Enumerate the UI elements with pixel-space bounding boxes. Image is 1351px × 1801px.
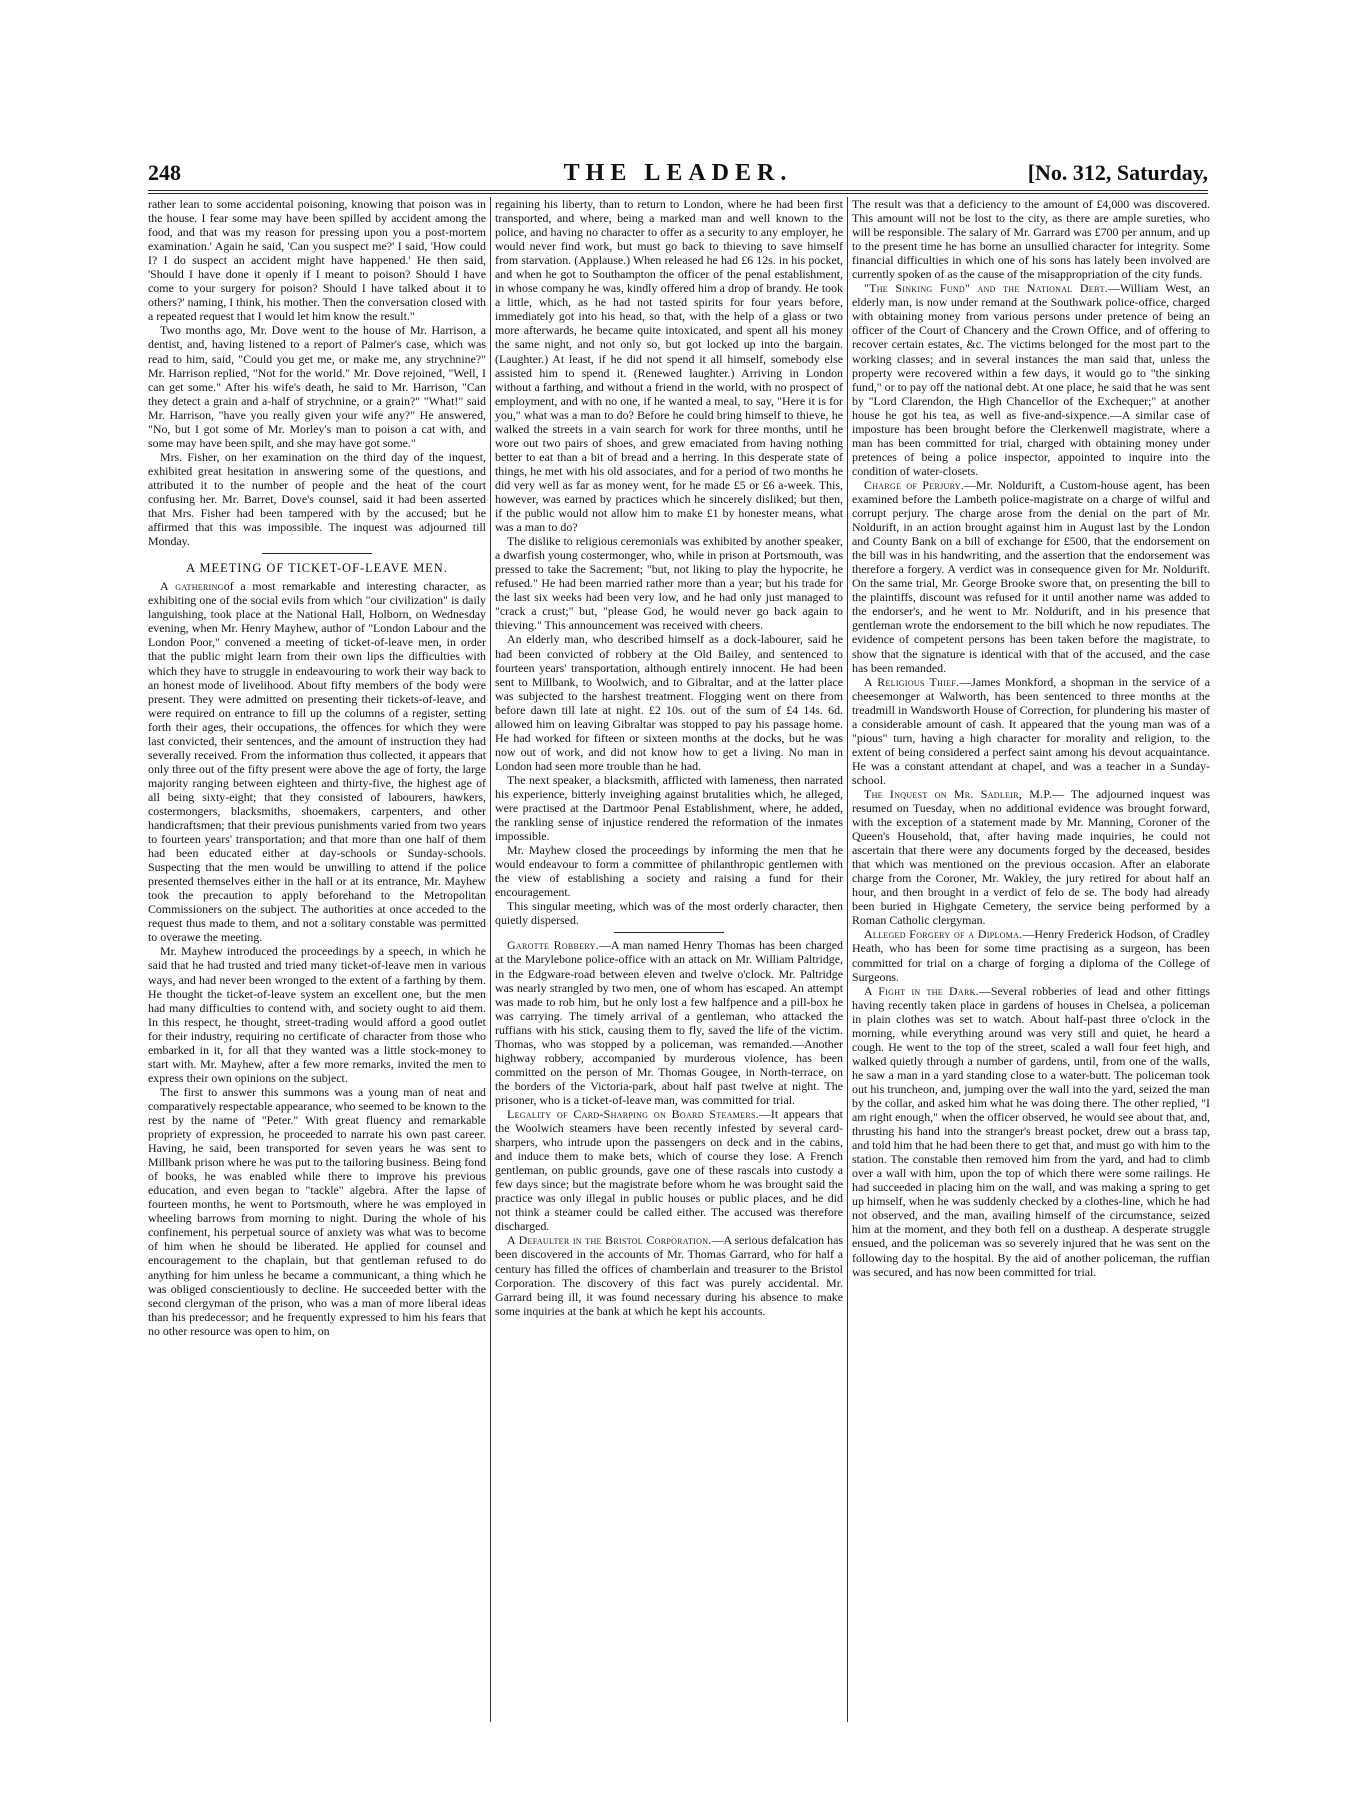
article-paragraph [495, 1107, 843, 1233]
section-separator [614, 932, 724, 933]
article-paragraph [495, 899, 843, 927]
paragraph-text: regaining his liberty, than to return to London, where he had been first transported, and where, being a marked man and well known to the police, and having no character to offer as a security to any employer, he would never find work, but must go back to thieving to save himself from starvation. (Applause.) When released he had £6 12s. in his pocket, and when he got to Southampton the officer of the penal establishment, in whose company he was, kindly offered him a drop of brandy. He took a little, which, as he had not tasted spirits for four years before, immediately got into his head, so that, with the help of a glass or two more afterwards, he became quite intoxicated, and spent all his money the same night, and not only so, but got locked up into the bargain. (Laughter.) At least, if he did not spend it all himself, somebody else assisted him to spend it. (Renewed laughter.) Arriving in London without a farthing, and without a friend in the world, with no prospect of employment, and with no one, if he wanted a meal, to say, "Here it is for you," what was a man to do? Before he could bring himself to thieve, he walked the streets in a vain search for work for three months, until he wore out two pairs of shoes, and grew emaciated from having nothing better to eat than a bit of bread and a herring. In this desperate state of things, he met with his old associates, and for a period of two months he did very well as far as money went, for he made £5 or £6 a-week. This, however, was earned by practices which he sincerely disliked; but then, if the public would not allow him to make £1 by honester means, what was a man to do? [495, 197, 843, 535]
paragraph-text: of a most remarkable and interesting character, as exhibiting one of the social evils from which "our civilization" is daily languishing, took place at the National Hall, Holborn, on Wednesday evening, when Mr. Henry Mayhew, author of "London Labour and the London Poor," convened a meeting of ticket-of-leave men, in order that the public might learn from their own lips the difficulties with which they have to struggle in endeavouring to work their way back to an honest mode of livelihood. About fifty members of the body were present. They were admitted on presenting their tickets-of-leave, and were required on entrance to fill up the columns of a register, setting forth their ages, their occupations, the offences for which they were last convicted, their sentences, and the amount of instruction they had severally received. From the information thus collected, it appears that only three out of the fifty present were above the age of forty, the large majority ranging between eighteen and thirty-five, the highest age of all being sixty-eight; that they consisted of labourers, hawkers, costermongers, blacksmiths, shoemakers, carpenters, and other handicraftsmen; that their previous punishments varied from two years to fourteen years' transportation; and that more than one half of them had been educated either at day-schools or Sunday-schools. Suspecting that the men would be unwilling to attend if the police presented themselves either in the hall or at its entrance, Mr. Mayhew took the precaution to apply beforehand to the Metropolitan Commissioners on the subject. The authorities at once acceded to the request thus made to them, and not a solitary constable was permitted to overawe the meeting. [148, 579, 486, 945]
masthead-title: THE LEADER. [563, 160, 793, 186]
paragraph-text: —William West, an elderly man, is now under remand at the Southwark police-office, charged with obtaining money from various persons under pretence of being an officer of the Court of Chancery and the Crown Office, and of offering to recover certain estates, &c. The victims belonged for the most part to the working classes; and in several instances the man said that, unless the property were recovered within a few days, it would go to "the sinking fund," or to pay off the national debt. At one place, he said that he was sent by "Lord Clarendon, the High Chancellor of the Exchequer;" at another house he got his tea, as well as five-and-sixpence.—A similar case of imposture has been brought before the Clerkenwell magistrate, where a man has been committed for trial, charged with obtaining money under pretences of being a police inspector, appointed to inquire into the condition of water-closets. [852, 281, 1210, 478]
paragraph-text: The dislike to religious ceremonials was exhibited by another speaker, a dwarfish young costermonger, who, while in prison at Portsmouth, was pressed to take the Sacrement; "but, not liking to play the hypocrite, he refused." He had been married rather more than a year; but his trade for the last six weeks had been very low, and he had only just managed to "crack a crust;" but, "please God, he would never go back again to thieving." This announcement was received with cheers. [495, 534, 843, 633]
page-number: 248 [148, 160, 181, 185]
paragraph-text: The first to answer this summons was a young man of neat and comparatively respectable appearance, who seemed to be known to the rest by the name of "Peter." With great fluency and remarkable propriety of expression, he proceeded to narrate his own past career. Having, he said, been transported for seven years he was sent to Millbank prison where he was put to the tailoring business. Being fond of books, he was enabled while there to improve his previous education, and even began to "tackle" algebra. After the lapse of fourteen months, he went to Portsmouth, where he was employed in wheeling barrows from morning to night. During the whole of his confinement, his perpetual source of anxiety was what was to become of him when he should be liberated. He applied for counsel and encouragement to the chaplain, but that gentleman refused to do anything for him unless he became a communicant, a thing which he was obliged conscientiously to decline. He succeeded better with the second clergyman of the prison, who was a man of more liberal ideas than his predecessor; and he frequently expressed to him his fears that no other resource was open to him, on [148, 1084, 486, 1338]
article-paragraph [852, 787, 1210, 927]
run-in-heading: Garotte Robbery. [507, 938, 599, 953]
header-rule [148, 190, 1208, 191]
column-divider [490, 197, 491, 1722]
paragraph-text: —Henry Frederick Hodson, of Cradley Heath, who has been for some time practising as a surgeon, has been committed for trial on a charge of forging a diploma of the College of Surgeons. [852, 927, 1210, 984]
paragraph-text: Mr. Mayhew introduced the proceedings by a speech, in which he said that he had trusted and tried many ticket-of-leave men in various ways, and had never been wronged to the extent of a farthing by them. He thought the ticket-of-leave system an excellent one, but the men had many difficulties to contend with, and society ought to aid them. In this respect, he thought, street-trading would afford a good outlet for their industry, requiring no certificate of character from those who embarked in it, for all that they wanted was a little stock-money to start with. Mr. Mayhew, after a few more remarks, invited the men to express their own opinions on the subject. [148, 944, 486, 1085]
run-in-heading: Alleged Forgery of a Diploma. [864, 927, 1023, 942]
article-paragraph [852, 281, 1210, 478]
paragraph-text: rather lean to some accidental poisoning, knowing that poison was in the house. I fear some may have been spilled by accident among the food, and that was my reason for pressing upon you a post-mortem examination.' Again he said, 'Can you suspect me?' I said, 'How could I? I do suspect an accident might have happened.' He then said, 'Should I have done it openly if I meant to poison? Should I have come to your surgery for poison? Should I have talked about it to others?' naming, I think, his mother. Then the conversation closed with a repeated request that I would let him know the result." [148, 197, 486, 324]
run-in-heading: A Defaulter in the Bristol Corporation. [507, 1233, 712, 1248]
article-paragraph [495, 843, 843, 899]
run-in-heading: "The Sinking Fund" and the National Debt. [864, 281, 1109, 296]
article-paragraph [852, 927, 1210, 983]
paragraph-text: —A serious defalcation has been discovered in the accounts of Mr. Thomas Garrard, who for half a century has filled the offices of chamberlain and treasurer to the Bristol Corporation. The discovery of this fact was purely accidental. Mr. Garrard being ill, it was found necessary during his absence to make some inquiries at the bank at which he kept his accounts. [495, 1233, 843, 1318]
article-paragraph [148, 450, 486, 548]
paragraph-text: Mrs. Fisher, on her examination on the third day of the inquest, exhibited great hesitation in answering some of the questions, and attributed it to the number of people and the heat of the court confusing her. Mr. Barret, Dove's counsel, said it had been asserted that Mrs. Fisher had been tampered with by the accused; but he affirmed that this was impossible. The inquest was adjourned till Monday. [148, 449, 486, 549]
paragraph-text: The next speaker, a blacksmith, afflicted with lameness, then narrated his experience, bitterly inveighing against brutalities which, he alleged, were practised at the Dartmoor Penal Establishment, where, he added, the rankling sense of injustice rendered the reformation of the inmates impossible. [495, 772, 843, 844]
column-2 [495, 197, 843, 1722]
section-separator [262, 553, 372, 554]
paragraph-text: —It appears that the Woolwich steamers have been recently infested by several card-sharpers, who intrude upon the passengers on deck and in the cabins, and induce them to make bets, which of course they lose. A French gentleman, on public grounds, gave one of these rascals into custody a few days since; but the magistrate before whom he was brought said the practice was only illegal in public houses or public places, and he did not think a steamer could be called either. The accused was therefore discharged. [495, 1107, 843, 1234]
paragraph-text: —Several robberies of lead and other fittings having recently taken place in gardens of houses in Chelsea, a policeman in plain clothes was set to watch. About half-past three o'clock in the morning, while everything around was very still and quiet, he heard a cough. He went to the top of the street, scaled a wall four feet high, and walked quietly through a number of gardens, until, from one of the walls, he saw a man in a yard standing close to a water-butt. The policeman took out his truncheon, and, jumping over the wall into the yard, seized the man by the collar, and asked him what he was doing there. The other replied, "I am right enough," when the officer observed, he would see about that, and, thrusting his hand into the stranger's breast pocket, drew out a brass tap, and told him that he had been there to get that, and must go with him to the station. The constable then removed him from the yard, and had to climb over a wall with him, upon the top of which there were some railings. He had succeeded in placing him on the wall, and was making a spring to get up himself, when he was suddenly checked by a clothes-line, which he had not observed, and the man, availing himself of the circumstance, seized him at the moment, and they both fell on a dustheap. A desperate struggle ensued, and the policeman was so severely injured that he was sent on the following day to the hospital. By the aid of another policeman, the ruffian was secured, and has now been committed for trial. [852, 983, 1210, 1279]
column-1 [148, 197, 486, 1722]
run-in-heading: A gathering [160, 579, 224, 594]
article-paragraph [148, 323, 486, 449]
run-in-heading: Charge of Perjury. [864, 477, 965, 492]
article-paragraph [148, 944, 486, 1084]
run-in-heading: A Fight in the Dark. [864, 983, 979, 998]
article-paragraph [495, 632, 843, 772]
article-paragraph [495, 534, 843, 632]
header-rule-double [148, 193, 1208, 194]
article-heading: A MEETING OF TICKET-OF-LEAVE MEN. [186, 561, 448, 576]
article-paragraph [148, 1085, 486, 1338]
paragraph-text: An elderly man, who described himself as a dock-labourer, said he had been convicted of robbery at the Old Bailey, and sentenced to fourteen years' transportation, although entirely innocent. He had been sent to Millbank, to Woolwich, and to Gibraltar, and at the latter place was subjected to the harshest treatment. Flogging went on there from before dawn till late at night. £2 10s. out of the sum of £4 14s. 6d. allowed him on leaving Gibraltar was stopped to pay his passage home. He had worked for fifteen or sixteen months at the docks, but he was now out of work, and did not know how to get a living. No man in London had seen more trouble than he had. [495, 632, 843, 773]
article-paragraph [495, 1233, 843, 1317]
article-paragraph [148, 197, 486, 323]
paragraph-text: Mr. Mayhew closed the proceedings by informing the men that he would endeavour to form a committee of philanthropic gentlemen with the view of establishing a society and raising a fund for their encouragement. [495, 843, 843, 900]
page-header [148, 160, 1208, 192]
article-paragraph [495, 197, 843, 534]
article-paragraph [148, 579, 486, 944]
run-in-heading: The Inquest on Mr. Sadleir, M.P. [864, 786, 1053, 801]
paragraph-text: Two months ago, Mr. Dove went to the house of Mr. Harrison, a dentist, and, having listened to a report of Palmer's case, which was read to him, said, "Could you get me, or make me, any strychnine?" Mr. Harrison replied, "Not for the world." Mr. Dove rejoined, "Well, I can get some." After his wife's death, he said to Mr. Harrison, "Can they detect a grain and a-half of strychnine, or a grain?" "What!" said Mr. Harrison, "have you really given your wife any?" He answered, "No, but I got some of Mr. Morley's man to poison a cat with, and some may have been spilt, and she may have got some." [148, 323, 486, 450]
paragraph-text: —James Monkford, a shopman in the service of a cheesemonger at Walworth, has been sentenced to three months at the treadmill in Wandsworth House of Correction, for plundering his master of a considerable amount of cash. It appeared that the young man was of a "pious" turn, having a high character for morality and religion, to the extent of being considered a perfect saint among his devout acquaintance. He was a constant attendant at chapel, and was a teacher in a Sunday-school. [852, 674, 1210, 787]
paragraph-text: —A man named Henry Thomas has been charged at the Marylebone police-office with an attack on Mr. William Paltridge, in the Edgware-road between eleven and twelve o'clock. Mr. Paltridge was nearly strangled by two men, one of whom has escaped. An attempt was made to rob him, but he only lost a few halfpence and a pill-box he was carrying. The timely arrival of a gentleman, who attacked the ruffians with his stick, causing them to fly, saved the life of the victim. Thomas, who was stopped by a policeman, was remanded.—Another highway robbery, accompanied by murderous violence, has been committed on the person of Mr. Thomas Gougee, in North-terrace, on the borders of the Victoria-park, about half past twelve at night. The prisoner, who is a ticket-of-leave man, was committed for trial. [495, 938, 843, 1107]
column-3 [852, 197, 1210, 1722]
run-in-heading: A Religious Thief. [864, 674, 960, 689]
article-paragraph [852, 675, 1210, 787]
article-paragraph [852, 478, 1210, 675]
run-in-heading: Legality of Card-Sharping on Board Steamers. [507, 1107, 760, 1121]
article-paragraph [852, 984, 1210, 1279]
paragraph-text: This singular meeting, which was of the most orderly character, then quietly dispersed. [495, 899, 843, 928]
column-divider [847, 197, 848, 1722]
paragraph-text: — The adjourned inquest was resumed on Tuesday, when no additional evidence was brought forward, with the exception of a statement made by Mr. Manning, Coroner of the Queen's Household, that, after having made inquiries, he could not ascertain that there were any documents forged by the deceased, besides that which was mentioned on the previous occasion. After an elaborate charge from the Coroner, Mr. Wakley, the jury retired for about half an hour, and then brought in a verdict of felo de se. The body had already been buried in Highgate Cemetery, the service being performed by a Roman Catholic clergyman. [852, 786, 1210, 928]
paragraph-text: —Mr. Noldurift, a Custom-house agent, has been examined before the Lambeth police-magistrate on a charge of wilful and corrupt perjury. The charge arose from the denial on the part of Mr. Noldurift, in an action brought against him in August last by the London and County Bank on a bill of exchange for £500, that the endorsement on the bill was in his handwriting, and the assertion that the endorsement was therefore a forgery. A verdict was in consequence given for Mr. Noldurift. On the same trial, Mr. George Brooke swore that, on presenting the bill to the plaintiffs, discount was refused for it until another name was added to the endorser's, and he went to Mr. Noldurift, and in his presence that gentleman wrote the endorsement to the bill which he now repudiates. The evidence of competent persons has been taken before the magistrate, to show that the signature is identical with that of the accused, and the case has been remanded. [852, 477, 1210, 675]
paragraph-text: The result was that a deficiency to the amount of £4,000 was discovered. This amount will not be lost to the city, as there are ample sureties, who will be responsible. The salary of Mr. Garrard was £700 per annum, and up to the present time he has borne an unsullied character for integrity. Some financial difficulties in which one of his sons has lately been involved are currently spoken of as the cause of the misappropriation of the city funds. [852, 197, 1210, 282]
article-paragraph [852, 197, 1210, 281]
article-paragraph [495, 938, 843, 1107]
article-paragraph [495, 773, 843, 843]
issue-info: [No. 312, Saturday, [1027, 160, 1208, 185]
